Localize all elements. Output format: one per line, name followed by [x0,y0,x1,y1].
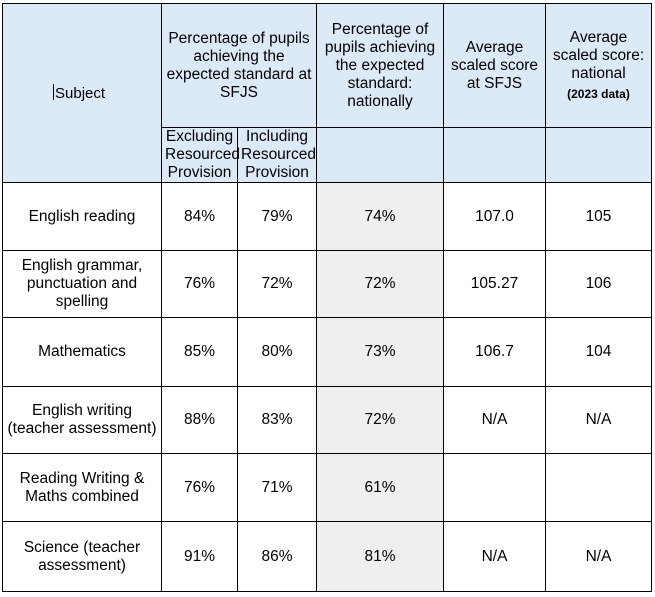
including-cell: 83% [238,387,317,454]
avg-national-cell: N/A [546,387,652,454]
national-cell: 81% [317,522,444,592]
national-cell: 72% [317,387,444,454]
excluding-cell: 76% [162,251,238,318]
including-cell: 79% [238,183,317,251]
subheader-including: Including Resourced Provision [238,128,317,183]
header-average-national-note: (2023 data) [567,86,630,101]
text-cursor [53,84,54,100]
subheader-blank-avg-sfjs [444,128,546,183]
avg-sfjs-cell [444,454,546,522]
subject-cell: English reading [3,183,162,251]
excluding-cell: 88% [162,387,238,454]
avg-national-cell: N/A [546,522,652,592]
header-average-sfjs: Average scaled score at SFJS [444,4,546,128]
avg-sfjs-cell: 107.0 [444,183,546,251]
subheader-blank-avg-national [546,128,652,183]
national-cell: 73% [317,318,444,387]
avg-national-cell: 106 [546,251,652,318]
subject-cell: Science (teacher assessment) [3,522,162,592]
avg-sfjs-cell: N/A [444,387,546,454]
avg-sfjs-cell: 105.27 [444,251,546,318]
avg-sfjs-cell: N/A [444,522,546,592]
national-cell: 72% [317,251,444,318]
table-row [3,454,652,522]
excluding-cell: 76% [162,454,238,522]
including-cell: 71% [238,454,317,522]
header-average-national-label: Average scaled score: national [552,28,645,82]
avg-national-cell: 105 [546,183,652,251]
header-average-national [546,4,652,128]
subject-cell: Reading Writing & Maths combined [3,454,162,522]
national-cell: 74% [317,183,444,251]
subject-cell: English grammar, punctuation and spelling [3,251,162,318]
excluding-cell: 85% [162,318,238,387]
header-subject: Subject [3,4,162,183]
including-cell: 72% [238,251,317,318]
table-row [3,522,652,592]
avg-national-cell [546,454,652,522]
table-row [3,318,652,387]
header-sfjs-percentage: Percentage of pupils achieving the expected standard at SFJS [162,4,317,128]
including-cell: 80% [238,318,317,387]
subheader-blank-national [317,128,444,183]
excluding-cell: 84% [162,183,238,251]
avg-sfjs-cell: 106.7 [444,318,546,387]
table-row [3,183,652,251]
table-row [3,387,652,454]
avg-national-cell: 104 [546,318,652,387]
table-row [3,251,652,318]
results-table [2,3,652,592]
excluding-cell: 91% [162,522,238,592]
subheader-excluding: Excluding Resourced Provision [162,128,238,183]
header-national-percentage: Percentage of pupils achieving the expected standard: nationally [317,4,444,128]
including-cell: 86% [238,522,317,592]
subject-cell: Mathematics [3,318,162,387]
national-cell: 61% [317,454,444,522]
subject-cell: English writing (teacher assessment) [3,387,162,454]
